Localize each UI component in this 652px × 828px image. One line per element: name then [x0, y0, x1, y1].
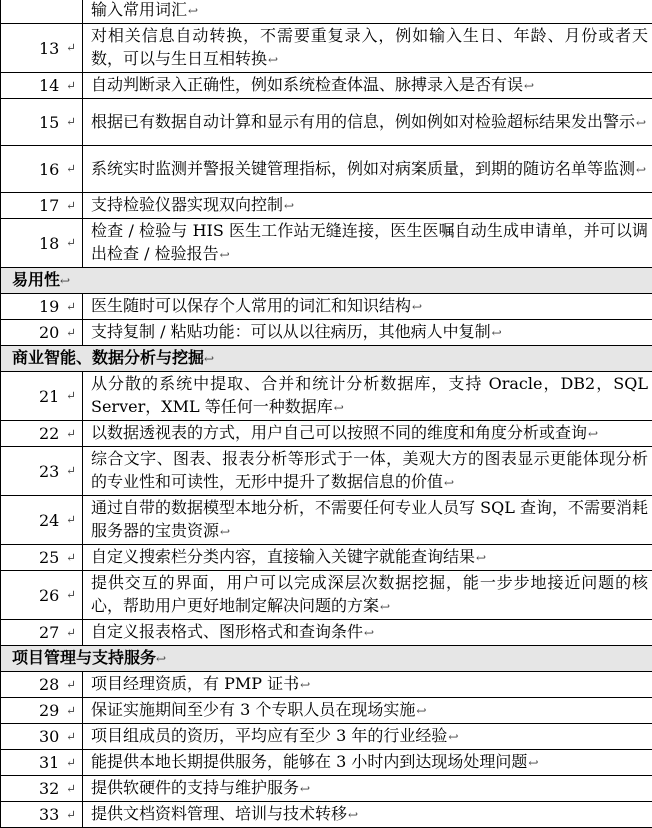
return-mark-icon: ↵: [66, 621, 76, 644]
return-mark-icon: ↵: [66, 584, 76, 607]
row-number-cell: [1, 545, 83, 571]
paragraph-mark-icon: ↩: [475, 551, 486, 565]
row-number-cell: [1, 750, 83, 776]
row-description-cell: [83, 496, 652, 545]
row-description-cell: [83, 447, 652, 496]
return-mark-icon: ↵: [66, 699, 76, 722]
table-row: [1, 776, 652, 802]
row-number: 23: [39, 462, 59, 481]
row-number-cell: [1, 421, 83, 447]
paragraph-mark-icon: ↩: [299, 782, 310, 796]
row-number-cell: [1, 24, 83, 73]
row-description-cell: [83, 698, 652, 724]
section-header-row: [1, 268, 652, 294]
row-number: 16: [39, 160, 59, 179]
row-number: 21: [39, 387, 59, 406]
row-description-cell: [83, 571, 652, 620]
row-description-cell: [83, 146, 652, 193]
section-title: 易用性: [12, 270, 60, 289]
row-number: 25: [39, 548, 59, 567]
row-number-cell: [1, 447, 83, 496]
row-description: 自定义报表格式、图形格式和查询条件: [91, 622, 363, 641]
section-header-row: [1, 346, 652, 372]
section-header-cell: [1, 646, 652, 672]
row-description: 自动判断录入正确性，例如系统检查体温、脉搏录入是否有误: [91, 75, 523, 94]
row-number-cell: [1, 99, 83, 146]
row-description: 医生随时可以保存个人常用的词汇和知识结构: [91, 296, 411, 315]
paragraph-mark-icon: ↩: [523, 79, 534, 93]
row-description: 支持复制 / 粘贴功能：可以从以往病历，其他病人中复制: [91, 322, 491, 341]
row-description-cell: [83, 294, 652, 320]
row-description: 通过自带的数据模型本地分析，不需要任何专业人员写 SQL 查询，不需要消耗服务器的宝贵资源: [91, 498, 648, 540]
row-number-cell: [1, 672, 83, 698]
row-description: 支持检验仪器实现双向控制: [91, 195, 283, 214]
row-number-cell: [1, 724, 83, 750]
row-description-cell: [83, 672, 652, 698]
return-mark-icon: ↵: [66, 546, 76, 569]
row-number-cell: [1, 219, 83, 268]
paragraph-mark-icon: ↩: [60, 274, 70, 288]
row-description-cell: [83, 750, 652, 776]
row-description: 对相关信息自动转换，不需要重复录入，例如输入生日、年龄、月份或者天数，可以与生日互相转换: [91, 26, 648, 68]
row-description: 提供软硬件的支持与维护服务: [91, 778, 299, 797]
row-number: 15: [39, 113, 59, 132]
table-row: [1, 99, 652, 146]
row-number: 33: [39, 805, 59, 824]
row-description-cell: [83, 724, 652, 750]
row-number-cell: [1, 372, 83, 421]
return-mark-icon: ↵: [66, 321, 76, 344]
return-mark-icon: ↵: [66, 803, 76, 826]
return-mark-icon: ↵: [66, 158, 76, 181]
paragraph-mark-icon: ↩: [411, 300, 422, 314]
table-row: [1, 24, 652, 73]
row-description: 保证实施期间至少有 3 个专职人员在现场实施: [91, 700, 415, 719]
paragraph-mark-icon: ↩: [415, 704, 426, 718]
paragraph-mark-icon: ↩: [527, 756, 538, 770]
table-row: [1, 698, 652, 724]
table-row: [1, 73, 652, 99]
paragraph-mark-icon: ↩: [587, 427, 598, 441]
row-description: 综合文字、图表、报表分析等形式于一体，美观大方的图表显示更能体现分析的专业性和可读性，无形中提升了数据信息的价值: [91, 449, 648, 491]
row-description-cell: [83, 99, 652, 146]
return-mark-icon: ↵: [66, 777, 76, 800]
table-row: [1, 0, 652, 24]
row-description-cell: [83, 776, 652, 802]
row-number: 19: [39, 297, 59, 316]
row-number-cell: [1, 0, 83, 24]
row-description-cell: [83, 802, 652, 828]
return-mark-icon: ↵: [66, 725, 76, 748]
row-number: 13: [39, 39, 59, 58]
section-header-cell: [1, 268, 652, 294]
table-row: [1, 496, 652, 545]
paragraph-mark-icon: ↩: [283, 199, 294, 213]
row-number: 27: [39, 623, 59, 642]
table-row: [1, 372, 652, 421]
row-number: 28: [39, 675, 59, 694]
paragraph-mark-icon: ↩: [267, 53, 278, 67]
table-row: [1, 724, 652, 750]
row-description-cell: [83, 193, 652, 219]
paragraph-mark-icon: ↩: [635, 116, 646, 130]
row-number: 31: [39, 753, 59, 772]
row-number: 24: [39, 511, 59, 530]
row-description-cell: [83, 0, 652, 24]
paragraph-mark-icon: ↩: [333, 401, 344, 415]
table-row: [1, 421, 652, 447]
return-mark-icon: ↵: [66, 295, 76, 318]
table-row: [1, 193, 652, 219]
row-description: 系统实时监测并警报关键管理指标，例如对病案质量，到期的随访名单等监测: [91, 159, 635, 178]
table-row: [1, 294, 652, 320]
section-title: 项目管理与支持服务: [12, 648, 156, 667]
row-description: 输入常用词汇: [91, 0, 187, 19]
row-number-cell: [1, 776, 83, 802]
row-number-cell: [1, 73, 83, 99]
row-description: 能提供本地长期提供服务，能够在 3 小时内到达现场处理问题: [91, 752, 527, 771]
paragraph-mark-icon: ↩: [443, 476, 454, 490]
return-mark-icon: ↵: [66, 460, 76, 483]
table-row: [1, 571, 652, 620]
return-mark-icon: ↵: [66, 37, 76, 60]
row-number-cell: [1, 802, 83, 828]
paragraph-mark-icon: ↩: [363, 626, 374, 640]
row-description-cell: [83, 219, 652, 268]
row-number: 29: [39, 701, 59, 720]
row-description-cell: [83, 545, 652, 571]
table-row: [1, 219, 652, 268]
table-row: [1, 672, 652, 698]
table-row: [1, 320, 652, 346]
paragraph-mark-icon: ↩: [491, 326, 502, 340]
row-number: 32: [39, 779, 59, 798]
paragraph-mark-icon: ↩: [299, 678, 310, 692]
row-number: 17: [39, 196, 59, 215]
row-description: 以数据透视表的方式，用户自己可以按照不同的维度和角度分析或查询: [91, 423, 587, 442]
row-number-cell: [1, 146, 83, 193]
row-number-cell: [1, 320, 83, 346]
row-description: 项目经理资质，有 PMP 证书: [91, 674, 299, 693]
return-mark-icon: ↵: [66, 422, 76, 445]
row-description: 从分散的系统中提取、合并和统计分析数据库，支持 Oracle，DB2，SQL Server，XML 等任何一种数据库: [91, 374, 648, 416]
paragraph-mark-icon: ↩: [447, 730, 458, 744]
row-number: 20: [39, 323, 59, 342]
table-row: [1, 545, 652, 571]
row-description-cell: [83, 620, 652, 646]
section-title: 商业智能、数据分析与挖掘: [12, 348, 204, 367]
row-number: 22: [39, 424, 59, 443]
paragraph-mark-icon: ↩: [156, 652, 166, 666]
return-mark-icon: ↵: [66, 232, 76, 255]
return-mark-icon: ↵: [66, 751, 76, 774]
row-description-cell: [83, 421, 652, 447]
row-description-cell: [83, 372, 652, 421]
row-description-cell: [83, 320, 652, 346]
table-row: [1, 802, 652, 828]
row-description: 项目组成员的资历，平均应有至少 3 年的行业经验: [91, 726, 447, 745]
row-number-cell: [1, 571, 83, 620]
table-row: [1, 146, 652, 193]
section-header-row: [1, 646, 652, 672]
row-number: 18: [39, 234, 59, 253]
table-row: [1, 620, 652, 646]
row-number-cell: [1, 193, 83, 219]
row-number-cell: [1, 294, 83, 320]
row-description-cell: [83, 73, 652, 99]
return-mark-icon: ↵: [66, 74, 76, 97]
row-description: 提供交互的界面，用户可以完成深层次数据挖掘，能一步步地接近问题的核心，帮助用户更好地制定解决问题的方案: [91, 573, 648, 615]
row-number: 30: [39, 727, 59, 746]
row-description: 提供文档资料管理、培训与技术转移: [91, 804, 347, 823]
paragraph-mark-icon: ↩: [635, 163, 646, 177]
row-number: 26: [39, 586, 59, 605]
return-mark-icon: ↵: [66, 509, 76, 532]
paragraph-mark-icon: ↩: [204, 352, 214, 366]
table-row: [1, 447, 652, 496]
row-description-cell: [83, 24, 652, 73]
row-number-cell: [1, 698, 83, 724]
paragraph-mark-icon: ↩: [219, 248, 230, 262]
row-description: 根据已有数据自动计算和显示有用的信息，例如例如对检验超标结果发出警示: [91, 112, 635, 131]
paragraph-mark-icon: ↩: [379, 600, 390, 614]
return-mark-icon: ↵: [66, 111, 76, 134]
row-number-cell: [1, 620, 83, 646]
table-row: [1, 750, 652, 776]
paragraph-mark-icon: ↩: [219, 525, 230, 539]
return-mark-icon: ↵: [66, 194, 76, 217]
row-number: 14: [39, 76, 59, 95]
paragraph-mark-icon: ↩: [347, 808, 358, 822]
section-header-cell: [1, 346, 652, 372]
return-mark-icon: ↵: [66, 673, 76, 696]
paragraph-mark-icon: ↩: [187, 4, 198, 18]
return-mark-icon: ↵: [66, 385, 76, 408]
row-number-cell: [1, 496, 83, 545]
row-description: 检查 / 检验与 HIS 医生工作站无缝连接，医生医嘱自动生成申请单，并可以调出检查 / 检验报告: [91, 221, 648, 263]
row-description: 自定义搜索栏分类内容，直接输入关键字就能查询结果: [91, 547, 475, 566]
